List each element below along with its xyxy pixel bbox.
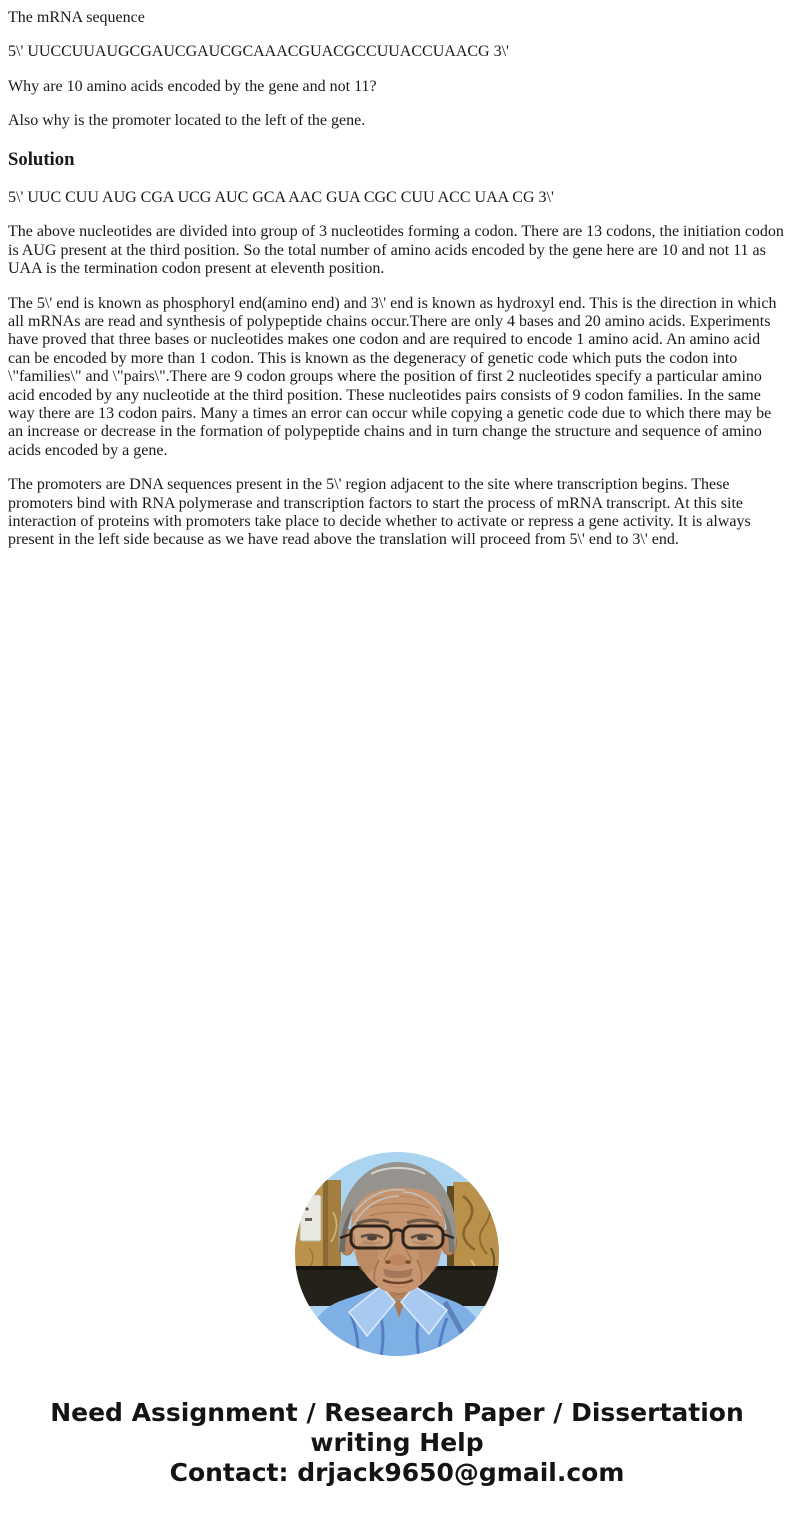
banner-contact-email: Contact: drjack9650@gmail.com bbox=[169, 1458, 625, 1487]
mrna-sequence: 5\' UUCCUUAUGCGAUCGAUCGCAAACGUACGCCUUACCUAACG 3\' bbox=[8, 43, 509, 61]
question-promoter: Also why is the promoter located to the left of the gene. bbox=[8, 112, 366, 130]
presenter-portrait-icon bbox=[295, 1152, 499, 1356]
intro-line: The mRNA sequence bbox=[8, 9, 145, 26]
document-body bbox=[8, 9, 786, 566]
codon-sequence: 5\' UUC CUU AUG CGA UCG AUC GCA AAC GUA CGC CUU ACC UAA CG 3\' bbox=[8, 189, 554, 207]
switch-plate bbox=[300, 1195, 321, 1241]
solution-heading: Solution bbox=[8, 148, 75, 170]
contact-banner bbox=[0, 1398, 794, 1488]
presenter-photo bbox=[295, 1152, 499, 1356]
solution-paragraph-codons: The above nucleotides are divided into group of 3 nucleotides forming a codon. There are 13 codons, the initiation codon is AUG present at the third position. So the total number of amino acids encoded by the gene here are 10 and not 11 as UAA is the termination codon present at eleventh position. bbox=[8, 223, 784, 278]
banner-headline: Need Assignment / Research Paper / Dissertation writing Help bbox=[50, 1398, 744, 1457]
solution-paragraph-genetic-code: The 5\' end is known as phosphoryl end(amino end) and 3\' end is known as hydroxyl end. This is the direction in which all mRNAs are read and synthesis of polypeptide chains occur.There are only 4 bases and 20 amino acids. Experiments have proved that three bases or nucleotides makes one codon and are required to encode 1 amino acid. An amino acid can be encoded by more than 1 codon. This is known as the degeneracy of genetic code which puts the codon into \"families\" and \"pairs\".There are 9 codon groups where the position of first 2 nucleotides specify a particular amino acid encoded by any nucleotide at the third position. These nucleotides pairs consists of 9 codon families. In the same way there are 13 codon pairs. Many a times an error can occur while copying a genetic code due to which there may be an increase or decrease in the formation of polypeptide chains and in turn change the structure and sequence of amino acids encoded by a gene. bbox=[8, 294, 777, 459]
question-amino-acids: Why are 10 amino acids encoded by the gene and not 11? bbox=[8, 77, 377, 95]
solution-paragraph-promoters: The promoters are DNA sequences present in the 5\' region adjacent to the site where transcription begins. These promoters bind with RNA polymerase and transcription factors to start the process of mRNA transcript. At this site interaction of proteins with promoters take place to decide whether to activate or repress a gene activity. It is always present in the left side because as we have read above the translation will proceed from 5\' end to 3\' end. bbox=[8, 476, 751, 549]
